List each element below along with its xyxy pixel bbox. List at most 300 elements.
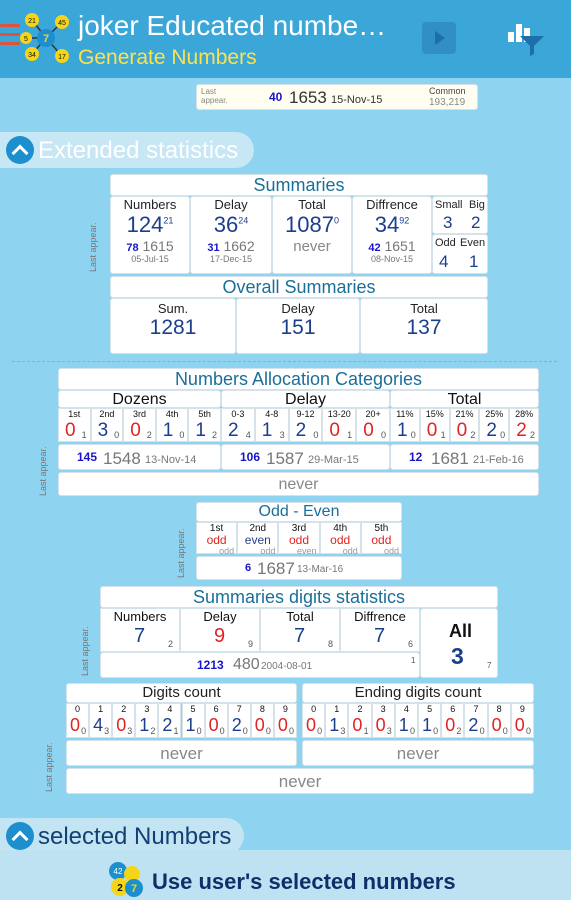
digit-count-sub: 1 bbox=[173, 726, 179, 736]
digits-cell-value: 9 bbox=[214, 625, 226, 647]
digit-count-sub: 0 bbox=[479, 726, 485, 736]
digits-last-side: 1 bbox=[411, 656, 416, 665]
digits-cell-sub: 2 bbox=[167, 639, 173, 649]
allocation-cell-header: 13-20 bbox=[327, 409, 351, 419]
allocation-cell-sub: 2 bbox=[211, 430, 217, 440]
summary-label: Delay bbox=[214, 197, 248, 212]
digit-count-value: 0 bbox=[491, 715, 502, 735]
digits-cell-sub: 8 bbox=[327, 639, 333, 649]
digit-count-cell bbox=[158, 703, 181, 738]
digit-count-cell bbox=[182, 703, 205, 738]
oddeven-cell-header: 5th bbox=[374, 523, 389, 534]
logo-ball-1: 21 bbox=[28, 18, 36, 25]
allocation-cell bbox=[450, 408, 480, 442]
ending-count-title: Ending digits count bbox=[354, 684, 482, 701]
logo-ball-5: 17 bbox=[58, 54, 66, 61]
allocation-cell-sub: 1 bbox=[81, 430, 87, 440]
digits-cell-sub: 6 bbox=[407, 639, 413, 649]
allocation-cell-header: 15% bbox=[425, 409, 444, 419]
oddeven-cell-sub: even bbox=[297, 546, 317, 556]
digit-count-sub: 3 bbox=[340, 726, 346, 736]
oddeven-cell-value: odd bbox=[330, 533, 351, 547]
summary-sup: 24 bbox=[238, 215, 249, 226]
all-value: 3 bbox=[451, 643, 464, 669]
filter-icon[interactable] bbox=[506, 18, 548, 58]
allocation-cell-sub: 3 bbox=[279, 430, 285, 440]
digit-count-header: 9 bbox=[519, 704, 525, 714]
digit-count-header: 6 bbox=[213, 704, 219, 714]
digits-last-never: never bbox=[278, 772, 322, 791]
allocation-header bbox=[58, 368, 539, 390]
chevron-up-icon[interactable] bbox=[6, 136, 34, 164]
digits-cell-value: 7 bbox=[294, 625, 306, 647]
digits-last-never-row bbox=[66, 768, 534, 794]
allocation-cell-header: 9-12 bbox=[296, 409, 315, 419]
oddeven-cell-value: even bbox=[244, 533, 271, 547]
allocation-cell-value: 0 bbox=[65, 420, 76, 441]
ball-2: 2 bbox=[117, 883, 123, 894]
digit-count-cell bbox=[511, 703, 534, 738]
digit-count-sub: 0 bbox=[433, 726, 439, 736]
allocation-last-num: 106 bbox=[240, 450, 261, 464]
odd-even-box bbox=[432, 234, 488, 274]
logo-ball-3: 5 bbox=[24, 36, 28, 43]
digit-count-sub: 2 bbox=[456, 726, 462, 736]
digit-count-sub: 0 bbox=[525, 726, 531, 736]
digits-count-never: never bbox=[160, 744, 203, 763]
digit-count-cell bbox=[325, 703, 348, 738]
summary-label: Total bbox=[298, 197, 326, 212]
summary-sup: 21 bbox=[163, 215, 174, 226]
last-appear-label: Last appear. bbox=[201, 87, 228, 105]
oddeven-last-label: Last appear. bbox=[176, 528, 186, 578]
digit-count-value: 0 bbox=[277, 715, 288, 735]
allocation-cell-header: 28% bbox=[515, 409, 534, 419]
all-label: All bbox=[449, 621, 473, 641]
digit-count-header: 5 bbox=[427, 704, 433, 714]
digit-count-value: 1 bbox=[139, 715, 150, 735]
oddeven-cell bbox=[237, 522, 278, 554]
allocation-cell bbox=[188, 408, 221, 442]
digit-count-sub: 0 bbox=[288, 726, 294, 736]
summaries-title: Summaries bbox=[253, 175, 345, 195]
big-value: 2 bbox=[471, 213, 481, 232]
allocation-cell-sub: 2 bbox=[529, 430, 535, 440]
overall-sum bbox=[110, 298, 236, 354]
oddeven-cell-header: 2nd bbox=[249, 523, 267, 534]
digit-count-header: 1 bbox=[334, 704, 340, 714]
oddeven-cell bbox=[196, 522, 237, 554]
allocation-cell-value: 0 bbox=[329, 420, 340, 441]
digits-cell-value: 7 bbox=[134, 625, 146, 647]
peek-last-num: 40 bbox=[269, 90, 283, 104]
allocation-last-num: 145 bbox=[77, 450, 98, 464]
oddeven-cell-header: 3rd bbox=[291, 523, 307, 534]
allocation-cell bbox=[289, 408, 323, 442]
section-title: Extended statistics bbox=[38, 137, 239, 164]
digit-count-value: 4 bbox=[93, 715, 104, 735]
digit-count-header: 0 bbox=[75, 704, 81, 714]
digits-header bbox=[100, 586, 498, 608]
digit-count-header: 8 bbox=[259, 704, 265, 714]
digit-count-cell bbox=[464, 703, 487, 738]
digits-last-row bbox=[100, 652, 420, 678]
oddeven-cell-sub: odd bbox=[260, 546, 276, 556]
digit-count-cell bbox=[251, 703, 274, 738]
summary-sup: 0 bbox=[333, 215, 339, 226]
digit-count-cell bbox=[372, 703, 395, 738]
digit-count-sub: 0 bbox=[196, 726, 202, 736]
oddeven-header bbox=[196, 502, 402, 522]
allocation-cell-sub: 2 bbox=[470, 430, 476, 440]
allocation-cell-header: 4-8 bbox=[265, 409, 279, 419]
digit-count-header: 7 bbox=[473, 704, 479, 714]
summary-never: never bbox=[293, 238, 331, 255]
digits-last-appear-label: Last appear. bbox=[44, 742, 54, 792]
digit-count-value: 1 bbox=[398, 715, 409, 735]
balls-icon bbox=[106, 858, 148, 898]
allocation-last-row bbox=[58, 444, 221, 470]
digits-last-val: 480 bbox=[233, 656, 260, 673]
allocation-group-header bbox=[221, 390, 390, 408]
digits-cell-label: Delay bbox=[203, 609, 237, 624]
digit-count-header: 6 bbox=[450, 704, 456, 714]
allocation-date: 21-Feb-16 bbox=[473, 454, 524, 466]
allocation-last-row bbox=[390, 444, 539, 470]
allocation-cell-value: 0 bbox=[456, 420, 468, 441]
digit-count-sub: 0 bbox=[81, 726, 87, 736]
allocation-never: never bbox=[278, 476, 319, 493]
digit-count-header: 1 bbox=[98, 704, 104, 714]
summary-numbers bbox=[110, 196, 190, 274]
digit-count-value: 0 bbox=[70, 715, 81, 735]
oddeven-cell-value: odd bbox=[288, 533, 309, 547]
allocation-cell-header: 20+ bbox=[365, 409, 381, 419]
peek-last-val: 1653 bbox=[289, 88, 327, 107]
overall-total bbox=[360, 298, 488, 354]
allocation-cell bbox=[255, 408, 289, 442]
use-selected-numbers-label: Use user's selected numbers bbox=[152, 869, 456, 894]
logo-ball-2: 45 bbox=[58, 20, 66, 27]
allocation-cell-sub: 2 bbox=[146, 430, 152, 440]
small-label: Small bbox=[435, 199, 463, 211]
ending-count-never-row bbox=[302, 740, 534, 766]
allocation-cell-header: 21% bbox=[455, 409, 474, 419]
digit-count-cell bbox=[66, 703, 89, 738]
divider bbox=[12, 361, 557, 362]
allocation-cell-value: 2 bbox=[486, 420, 497, 441]
digit-count-header: 8 bbox=[496, 704, 502, 714]
digits-title: Summaries digits statistics bbox=[192, 587, 406, 607]
allocation-cell bbox=[156, 408, 189, 442]
digit-count-value: 2 bbox=[162, 715, 173, 735]
allocation-cell-sub: 0 bbox=[500, 430, 506, 440]
summary-last-num: 31 bbox=[207, 242, 220, 254]
allocation-cell-header: 2nd bbox=[99, 409, 115, 419]
digit-count-sub: 0 bbox=[502, 726, 508, 736]
digits-all bbox=[420, 608, 498, 678]
digit-count-value: 0 bbox=[306, 715, 317, 735]
oddeven-last-row bbox=[196, 556, 402, 580]
small-value: 3 bbox=[443, 213, 453, 232]
allocation-cell-value: 1 bbox=[261, 420, 273, 441]
allocation-group-title: Dozens bbox=[112, 391, 167, 408]
allocation-last-num: 12 bbox=[409, 450, 423, 464]
app-title: joker Educated numbe… bbox=[78, 10, 387, 41]
digits-last-label: Last appear. bbox=[80, 626, 90, 676]
summary-last-val: 1651 bbox=[384, 238, 416, 254]
allocation-last-val: 1681 bbox=[431, 449, 469, 468]
allocation-cell-value: 2 bbox=[295, 420, 307, 441]
overall-delay bbox=[236, 298, 360, 354]
digit-count-sub: 1 bbox=[363, 726, 369, 736]
oddeven-cell-sub: odd bbox=[219, 546, 235, 556]
allocation-cell-sub: 0 bbox=[179, 430, 185, 440]
allocation-cell bbox=[420, 408, 450, 442]
allocation-cell-sub: 1 bbox=[440, 430, 446, 440]
summary-value: 1087 bbox=[285, 212, 334, 237]
digit-count-sub: 3 bbox=[104, 726, 110, 736]
digit-count-sub: 0 bbox=[242, 726, 248, 736]
allocation-cell-header: 11% bbox=[396, 409, 414, 419]
allocation-last-val: 1587 bbox=[266, 449, 304, 468]
allocation-cell-value: 1 bbox=[162, 420, 174, 441]
summary-date: 17-Dec-15 bbox=[209, 254, 253, 264]
digit-count-value: 0 bbox=[514, 715, 525, 735]
allocation-cell-sub: 1 bbox=[347, 430, 353, 440]
overall-value: 151 bbox=[280, 316, 316, 339]
summary-total bbox=[272, 196, 352, 274]
allocation-group-header bbox=[58, 390, 221, 408]
digits-cell bbox=[340, 608, 420, 652]
chevron-up-icon[interactable] bbox=[6, 822, 34, 850]
summary-difference bbox=[352, 196, 432, 274]
summary-last-num: 78 bbox=[126, 242, 139, 254]
summary-value: 34 bbox=[374, 212, 400, 237]
digit-count-cell bbox=[348, 703, 371, 738]
digit-count-header: 4 bbox=[403, 704, 409, 714]
digits-count-header bbox=[66, 683, 297, 703]
digit-count-header: 9 bbox=[282, 704, 288, 714]
digits-cell-label: Diffrence bbox=[354, 609, 406, 624]
allocation-cell-sub: 0 bbox=[313, 430, 319, 440]
allocation-cell bbox=[123, 408, 156, 442]
digit-count-cell bbox=[302, 703, 325, 738]
allocation-last-val: 1548 bbox=[103, 449, 141, 468]
digit-count-cell bbox=[228, 703, 251, 738]
allocation-cell-value: 1 bbox=[397, 420, 408, 441]
digit-count-cell bbox=[395, 703, 418, 738]
summary-label: Numbers bbox=[123, 197, 177, 212]
digits-cell-value: 7 bbox=[374, 625, 386, 647]
allocation-cell bbox=[356, 408, 390, 442]
summary-last-num: 42 bbox=[368, 242, 381, 254]
overall-label: Sum. bbox=[157, 301, 189, 316]
digit-count-sub: 0 bbox=[409, 726, 415, 736]
digit-count-value: 0 bbox=[352, 715, 363, 735]
digit-count-value: 1 bbox=[185, 715, 196, 735]
overall-label: Delay bbox=[281, 301, 315, 316]
allocation-cell-header: 5th bbox=[198, 409, 211, 419]
digit-count-cell bbox=[205, 703, 228, 738]
allocation-cell bbox=[322, 408, 356, 442]
oddeven-last-val: 1687 bbox=[257, 559, 295, 578]
digit-count-header: 7 bbox=[236, 704, 242, 714]
app-subtitle[interactable]: Generate Numbers bbox=[78, 46, 257, 69]
allocation-cell-header: 0-3 bbox=[231, 409, 245, 419]
allocation-date: 29-Mar-15 bbox=[308, 454, 359, 466]
allocation-cell bbox=[58, 408, 91, 442]
allocation-cell-value: 3 bbox=[97, 420, 109, 441]
allocation-cell-sub: 0 bbox=[380, 430, 386, 440]
ball-3: 7 bbox=[130, 883, 138, 895]
summary-date: 05-Jul-15 bbox=[131, 254, 169, 264]
allocation-cell-value: 2 bbox=[516, 420, 527, 441]
allocation-cell bbox=[91, 408, 124, 442]
menu-icon[interactable] bbox=[0, 24, 20, 51]
digit-count-sub: 3 bbox=[386, 726, 392, 736]
allocation-cell-header: 3rd bbox=[132, 409, 146, 419]
oddeven-cell-value: odd bbox=[371, 533, 392, 547]
digit-count-cell bbox=[89, 703, 112, 738]
allocation-cell-header: 4th bbox=[165, 409, 179, 419]
previous-result-row bbox=[196, 84, 478, 110]
oddeven-cell-value: odd bbox=[206, 533, 227, 547]
allocation-last-row bbox=[221, 444, 390, 470]
digits-count-title: Digits count bbox=[142, 684, 221, 701]
digits-cell-label: Total bbox=[286, 609, 314, 624]
summary-delay bbox=[190, 196, 272, 274]
odd-label: Odd bbox=[435, 237, 456, 249]
section-selected-numbers[interactable] bbox=[0, 818, 244, 854]
small-big-box bbox=[432, 196, 488, 234]
digit-count-header: 3 bbox=[144, 704, 150, 714]
app-logo bbox=[18, 10, 74, 66]
digit-count-value: 0 bbox=[445, 715, 456, 735]
digit-count-value: 0 bbox=[116, 715, 127, 735]
common-label: Common bbox=[429, 86, 466, 96]
digit-count-value: 0 bbox=[375, 715, 386, 735]
allocation-cell-header: 25% bbox=[485, 409, 504, 419]
overall-header bbox=[110, 276, 488, 298]
allocation-cell-header: 1st bbox=[68, 409, 81, 419]
digit-count-cell bbox=[441, 703, 464, 738]
allocation-cell bbox=[390, 408, 420, 442]
even-label: Even bbox=[460, 237, 486, 249]
digit-count-header: 2 bbox=[121, 704, 127, 714]
oddeven-cell bbox=[361, 522, 402, 554]
digits-last-num: 1213 bbox=[197, 658, 224, 672]
allocation-group-title: Delay bbox=[285, 391, 326, 408]
allocation-never-row bbox=[58, 472, 539, 496]
digit-count-value: 0 bbox=[254, 715, 265, 735]
digits-cell-sub: 9 bbox=[247, 639, 253, 649]
allocation-title: Numbers Allocation Categories bbox=[174, 369, 423, 389]
peek-last-date: 15-Nov-15 bbox=[331, 94, 383, 106]
digits-count-never-row bbox=[66, 740, 297, 766]
summary-last-val: 1662 bbox=[223, 238, 255, 254]
allocation-cell bbox=[479, 408, 509, 442]
summary-date: 08-Nov-15 bbox=[370, 254, 414, 264]
digits-date: 2004-08-01 bbox=[261, 661, 313, 672]
digit-count-sub: 0 bbox=[317, 726, 323, 736]
summary-value: 36 bbox=[213, 212, 239, 237]
section-title: selected Numbers bbox=[38, 823, 232, 850]
digit-count-value: 2 bbox=[231, 715, 242, 735]
digit-count-cell bbox=[418, 703, 441, 738]
even-value: 1 bbox=[469, 252, 479, 271]
overall-title: Overall Summaries bbox=[222, 277, 376, 297]
digit-count-sub: 0 bbox=[219, 726, 225, 736]
digit-count-header: 5 bbox=[190, 704, 196, 714]
play-icon[interactable] bbox=[422, 22, 456, 54]
allocation-cell-sub: 0 bbox=[114, 430, 120, 440]
allocation-cell-value: 0 bbox=[130, 420, 141, 441]
digit-count-value: 2 bbox=[468, 715, 479, 735]
ending-count-header bbox=[302, 683, 534, 703]
common-value: 193,219 bbox=[429, 97, 466, 108]
digit-count-cell bbox=[135, 703, 158, 738]
summaries-header bbox=[110, 174, 488, 196]
digit-count-cell bbox=[488, 703, 511, 738]
digits-cell bbox=[180, 608, 260, 652]
digits-cell bbox=[260, 608, 340, 652]
oddeven-cell-sub: odd bbox=[383, 546, 399, 556]
summary-last-val: 1615 bbox=[142, 238, 174, 254]
digit-count-value: 1 bbox=[422, 715, 433, 735]
summary-value: 124 bbox=[126, 212, 164, 237]
digit-count-sub: 0 bbox=[265, 726, 271, 736]
allocation-group-title: Total bbox=[447, 391, 482, 408]
oddeven-cell bbox=[320, 522, 361, 554]
allocation-cell-sub: 4 bbox=[245, 430, 251, 440]
allocation-date: 13-Nov-14 bbox=[145, 454, 197, 466]
oddeven-date: 13-Mar-16 bbox=[297, 564, 344, 575]
summary-sup: 92 bbox=[399, 215, 410, 226]
allocation-cell bbox=[509, 408, 539, 442]
allocation-cell-value: 0 bbox=[426, 420, 438, 441]
overall-label: Total bbox=[410, 301, 438, 316]
digits-cell bbox=[100, 608, 180, 652]
oddeven-last-num: 6 bbox=[245, 562, 252, 574]
digit-count-cell bbox=[112, 703, 135, 738]
digit-count-header: 2 bbox=[357, 704, 363, 714]
big-label: Big bbox=[469, 199, 485, 211]
digit-count-header: 3 bbox=[380, 704, 386, 714]
ball-1: 42 bbox=[113, 867, 123, 876]
digit-count-sub: 2 bbox=[150, 726, 156, 736]
digit-count-cell bbox=[274, 703, 297, 738]
allocation-cell-value: 1 bbox=[195, 420, 206, 441]
allocation-last-label: Last appear. bbox=[38, 446, 48, 496]
oddeven-cell bbox=[278, 522, 319, 554]
summaries-last-label: Last appear. bbox=[88, 222, 98, 272]
oddeven-cell-header: 1st bbox=[209, 523, 224, 534]
digit-count-value: 0 bbox=[208, 715, 219, 735]
oddeven-cell-header: 4th bbox=[333, 523, 348, 534]
all-sub: 7 bbox=[487, 661, 492, 670]
digit-count-sub: 3 bbox=[127, 726, 133, 736]
allocation-cell bbox=[221, 408, 255, 442]
oddeven-title: Odd - Even bbox=[258, 503, 340, 520]
app-bar bbox=[0, 0, 571, 78]
overall-value: 137 bbox=[406, 316, 442, 339]
section-extended-statistics[interactable] bbox=[0, 132, 254, 168]
summary-label: Diffrence bbox=[366, 197, 418, 212]
ending-count-never: never bbox=[396, 744, 440, 763]
allocation-group-header bbox=[390, 390, 539, 408]
logo-ball-4: 34 bbox=[28, 52, 36, 59]
